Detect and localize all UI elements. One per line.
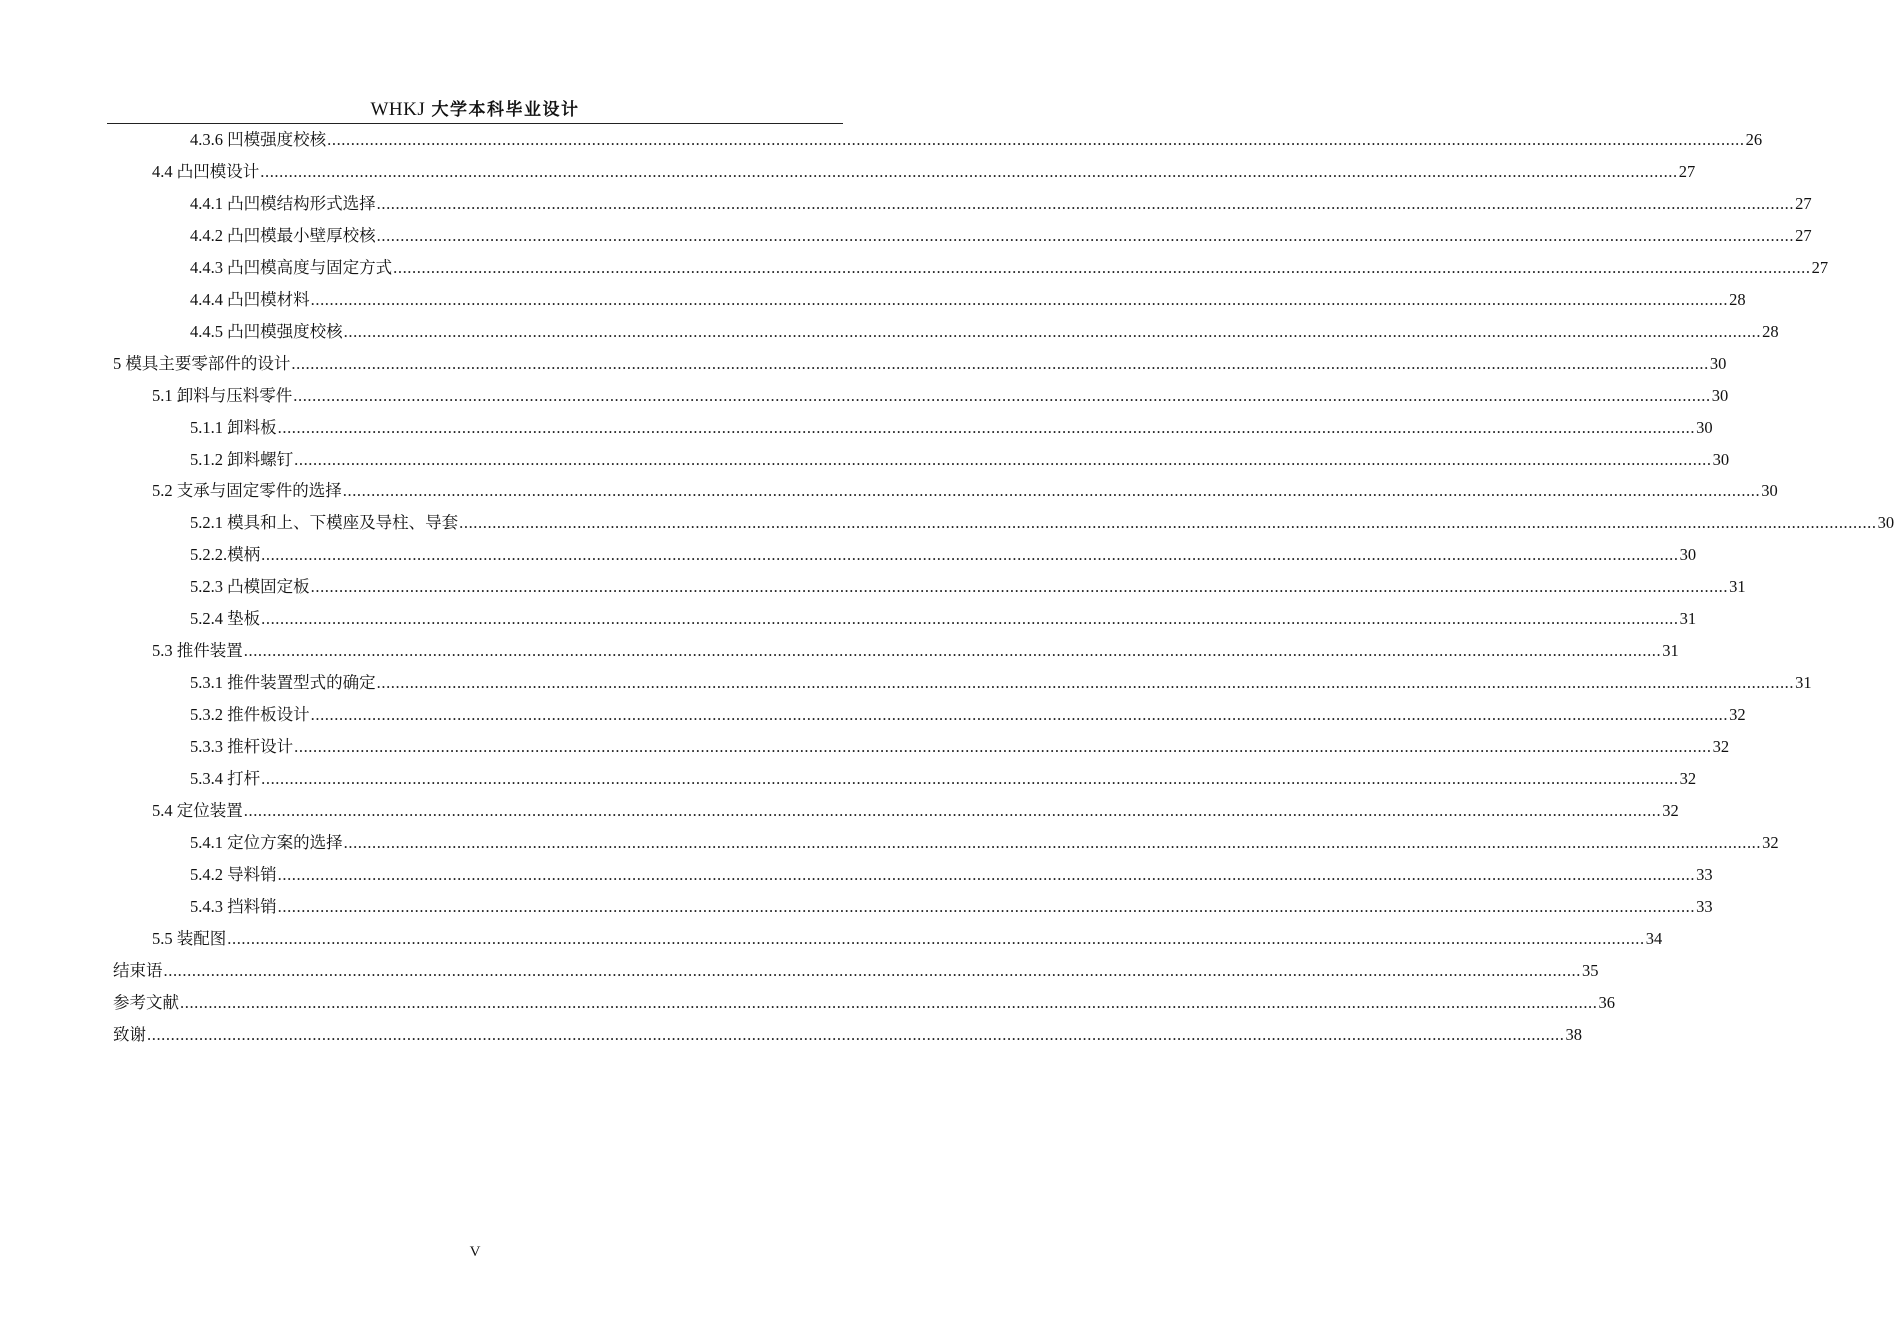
- toc-leader-dots: ............................................................................................................................................................................................................................................................................................................: [261, 609, 1679, 629]
- toc-entry[interactable]: [152, 795, 1679, 827]
- toc-entry-label: 4.4.5 凸凹模强度校核: [190, 321, 343, 341]
- toc-entry-label: 4.4.2 凸凹模最小壁厚校核: [190, 225, 376, 245]
- header-title: 大学本科毕业设计: [431, 100, 580, 120]
- toc-entry[interactable]: [190, 124, 1763, 156]
- toc-leader-dots: ............................................................................................................................................................................................................................................................................................................: [294, 737, 1712, 757]
- toc-entry-page: 32: [1762, 832, 1779, 852]
- toc-entry-page: 30: [1696, 417, 1713, 437]
- toc-leader-dots: ............................................................................................................................................................................................................................................................................................................: [163, 960, 1581, 980]
- toc-entry-page: 27: [1811, 257, 1829, 277]
- toc-leader-dots: ............................................................................................................................................................................................................................................................................................................: [376, 225, 1795, 245]
- toc-entry-page: 30: [1711, 385, 1729, 405]
- toc-entry-label: 4.4 凸凹模设计: [152, 161, 260, 181]
- toc-entry[interactable]: [190, 603, 1697, 635]
- toc-entry[interactable]: [113, 1019, 1582, 1051]
- toc-entry-label: 5.1.2 卸料螺钉: [190, 449, 294, 469]
- toc-entry-page: 34: [1645, 928, 1663, 948]
- toc-entry[interactable]: [190, 284, 1746, 316]
- toc-entry-label: 4.4.1 凸凹模结构形式选择: [190, 193, 376, 213]
- toc-leader-dots: ............................................................................................................................................................................................................................................................................................................: [327, 130, 1745, 149]
- toc-entry-page: 31: [1729, 577, 1746, 597]
- toc-entry-label: 5.3.4 打杆: [190, 769, 261, 788]
- toc-leader-dots: ............................................................................................................................................................................................................................................................................................................: [277, 864, 1696, 884]
- toc-entry-page: 27: [1795, 225, 1812, 245]
- toc-entry-page: 27: [1795, 193, 1812, 213]
- toc-entry[interactable]: [190, 220, 1812, 252]
- toc-entry-label: 5.1 卸料与压料零件: [152, 385, 293, 405]
- toc-leader-dots: ............................................................................................................................................................................................................................................................................................................: [261, 545, 1679, 565]
- toc-entry[interactable]: [190, 316, 1779, 348]
- toc-leader-dots: ............................................................................................................................................................................................................................................................................................................: [310, 289, 1729, 309]
- toc-leader-dots: ............................................................................................................................................................................................................................................................................................................: [261, 769, 1679, 788]
- toc-entry-label: 5.4.3 挡料销: [190, 896, 277, 916]
- toc-leader-dots: ............................................................................................................................................................................................................................................................................................................: [260, 161, 1678, 181]
- toc-leader-dots: ............................................................................................................................................................................................................................................................................................................: [376, 673, 1795, 693]
- toc-entry-page: 32: [1662, 800, 1679, 820]
- toc-entry-label: 4.4.3 凸凹模高度与固定方式: [190, 257, 393, 277]
- toc-entry[interactable]: [190, 571, 1746, 603]
- toc-entry-page: 35: [1582, 960, 1599, 980]
- toc-leader-dots: ............................................................................................................................................................................................................................................................................................................: [459, 513, 1877, 533]
- toc-entry-page: 30: [1679, 545, 1697, 565]
- toc-entry-label: 5.4.2 导料销: [190, 864, 277, 884]
- toc-entry[interactable]: [152, 923, 1663, 955]
- toc-entry-label: 5.3.3 推杆设计: [190, 737, 294, 757]
- toc-leader-dots: ............................................................................................................................................................................................................................................................................................................: [293, 385, 1711, 405]
- toc-leader-dots: ............................................................................................................................................................................................................................................................................................................: [376, 193, 1795, 213]
- toc-leader-dots: ............................................................................................................................................................................................................................................................................................................: [343, 832, 1762, 852]
- toc-entry[interactable]: [152, 635, 1679, 667]
- toc-entry-page: 32: [1712, 737, 1730, 757]
- toc-leader-dots: ............................................................................................................................................................................................................................................................................................................: [147, 1024, 1565, 1044]
- toc-entry-label: 结束语: [113, 960, 163, 980]
- page-number: V: [469, 1244, 481, 1260]
- toc-entry-label: 5.2 支承与固定零件的选择: [152, 481, 342, 501]
- toc-leader-dots: ............................................................................................................................................................................................................................................................................................................: [227, 928, 1645, 948]
- toc-entry[interactable]: [152, 475, 1778, 507]
- toc-entry[interactable]: [190, 827, 1779, 859]
- toc-entry-page: 31: [1679, 609, 1697, 629]
- toc-leader-dots: ............................................................................................................................................................................................................................................................................................................: [180, 992, 1598, 1012]
- toc-entry-label: 参考文献: [113, 992, 179, 1012]
- toc-entry[interactable]: [190, 252, 1829, 284]
- toc-leader-dots: ............................................................................................................................................................................................................................................................................................................: [243, 641, 1662, 661]
- toc-entry-page: 28: [1729, 289, 1746, 309]
- toc-leader-dots: ............................................................................................................................................................................................................................................................................................................: [393, 257, 1811, 277]
- toc-entry-page: 30: [1877, 513, 1894, 533]
- toc-entry[interactable]: [190, 731, 1730, 763]
- toc-entry[interactable]: [190, 667, 1812, 699]
- toc-leader-dots: ............................................................................................................................................................................................................................................................................................................: [277, 417, 1696, 437]
- toc-entry[interactable]: [190, 412, 1713, 444]
- toc-entry-page: 32: [1729, 705, 1746, 725]
- toc-entry-label: 4.4.4 凸凹模材料: [190, 289, 310, 309]
- toc-leader-dots: ............................................................................................................................................................................................................................................................................................................: [294, 449, 1712, 469]
- toc-entry-label: 5.5 装配图: [152, 928, 227, 948]
- toc-entry-label: 4.3.6 凹模强度校核: [190, 130, 327, 149]
- toc-entry[interactable]: [113, 987, 1615, 1019]
- toc-entry[interactable]: [190, 763, 1697, 795]
- toc-entry-page: 26: [1745, 130, 1763, 149]
- toc-entry[interactable]: [190, 699, 1746, 731]
- toc-entry-label: 5.2.1 模具和上、下模座及导柱、导套: [190, 513, 459, 533]
- toc-entry[interactable]: [190, 444, 1730, 476]
- toc-entry-page: 38: [1565, 1024, 1582, 1044]
- toc-entry[interactable]: [113, 348, 1727, 380]
- toc-entry-label: 致谢: [113, 1024, 146, 1044]
- toc-entry-label: 5.2.4 垫板: [190, 609, 261, 629]
- toc-entry[interactable]: [190, 539, 1697, 571]
- toc-entry[interactable]: [152, 380, 1729, 412]
- toc-leader-dots: ............................................................................................................................................................................................................................................................................................................: [310, 705, 1729, 725]
- toc-entry-label: 5.1.1 卸料板: [190, 417, 277, 437]
- toc-entry-page: 33: [1696, 896, 1713, 916]
- toc-entry-label: 5.4.1 定位方案的选择: [190, 832, 343, 852]
- toc-entry[interactable]: [190, 507, 1894, 539]
- toc-entry-label: 5.3 推件装置: [152, 641, 243, 661]
- toc-leader-dots: ............................................................................................................................................................................................................................................................................................................: [342, 481, 1761, 501]
- toc-entry[interactable]: [190, 891, 1713, 923]
- toc-entry-page: 31: [1662, 641, 1679, 661]
- toc-leader-dots: ............................................................................................................................................................................................................................................................................................................: [291, 353, 1709, 373]
- toc-entry-label: 5 模具主要零部件的设计: [113, 353, 291, 373]
- toc-leader-dots: ............................................................................................................................................................................................................................................................................................................: [310, 577, 1729, 597]
- toc-entry-label: 5.3.2 推件板设计: [190, 705, 310, 725]
- toc-entry[interactable]: [152, 156, 1696, 188]
- toc-entry-page: 31: [1795, 673, 1812, 693]
- toc-entry-page: 33: [1696, 864, 1713, 884]
- toc-entry[interactable]: [190, 188, 1812, 220]
- toc-entry-label: 5.3.1 推件装置型式的确定: [190, 673, 376, 693]
- toc-leader-dots: ............................................................................................................................................................................................................................................................................................................: [277, 896, 1696, 916]
- toc-entry-label: 5.4 定位装置: [152, 800, 243, 820]
- toc-entry-page: 27: [1678, 161, 1696, 181]
- page-header: [107, 96, 843, 124]
- toc-entry-page: 30: [1761, 481, 1778, 501]
- toc-entry-label: 5.2.2.模柄: [190, 545, 261, 565]
- toc-entry-label: 5.2.3 凸模固定板: [190, 577, 310, 597]
- toc-entry-page: 30: [1709, 353, 1727, 373]
- toc-leader-dots: ............................................................................................................................................................................................................................................................................................................: [243, 800, 1662, 820]
- toc-entry-page: 30: [1712, 449, 1730, 469]
- toc-leader-dots: ............................................................................................................................................................................................................................................................................................................: [343, 321, 1762, 341]
- toc-entry-page: 28: [1762, 321, 1779, 341]
- toc-entry[interactable]: [113, 955, 1599, 987]
- header-latin: WHKJ: [370, 99, 426, 120]
- toc-entry-page: 36: [1598, 992, 1615, 1012]
- toc-entry-page: 32: [1679, 769, 1697, 788]
- toc-entry[interactable]: [190, 859, 1713, 891]
